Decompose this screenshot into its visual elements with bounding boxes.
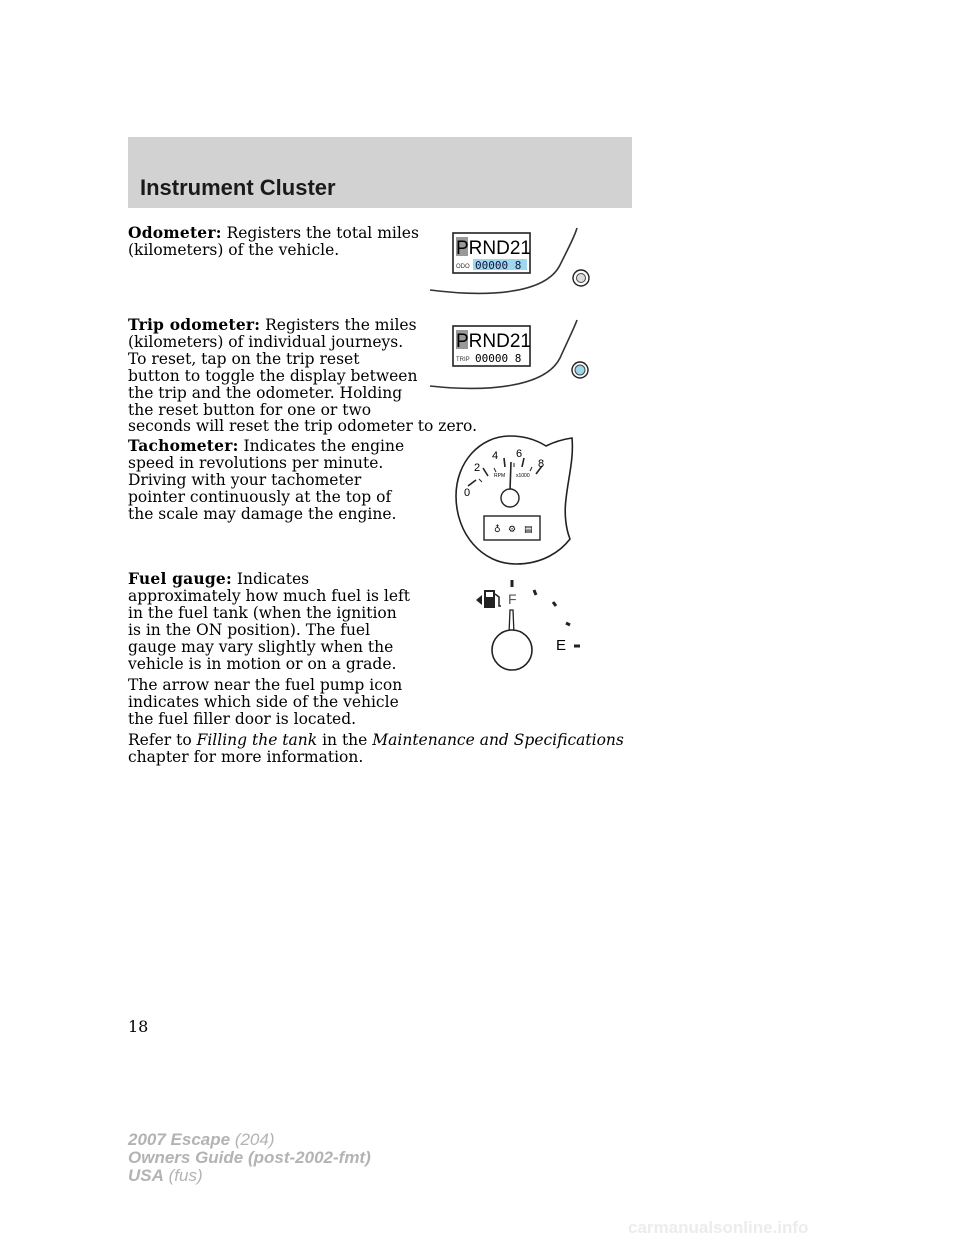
tach-text-line: pointer continuously at the top of bbox=[128, 487, 392, 506]
fuel-filler-side-arrow-icon bbox=[476, 595, 482, 605]
trip-odometer-display-illustration bbox=[425, 318, 595, 393]
odometer-text-line: (kilometers) of the vehicle. bbox=[128, 240, 340, 259]
arrow-note-line: The arrow near the fuel pump icon bbox=[128, 676, 403, 694]
footer-market-code: (fus) bbox=[163, 1166, 203, 1185]
fuel-warning-icon: ▤ bbox=[524, 525, 533, 535]
tach-scale-2: 2 bbox=[474, 462, 481, 474]
trip-odometer-term: Trip odometer: bbox=[128, 315, 261, 334]
tach-x1000-label: x1000 bbox=[516, 473, 530, 479]
arrow-note-line: the fuel filler door is located. bbox=[128, 709, 357, 728]
document-footer bbox=[128, 1131, 371, 1185]
tachometer-term: Tachometer: bbox=[128, 436, 239, 455]
trip-label: TRIP bbox=[456, 357, 470, 363]
fuel-gauge-illustration bbox=[470, 576, 590, 676]
trip-text-line: the reset button for one or two bbox=[128, 400, 372, 419]
odometer-paragraph bbox=[128, 225, 419, 259]
tach-scale-0: 0 bbox=[464, 487, 471, 499]
oil-warning-icon: ♁ bbox=[494, 525, 501, 535]
section-title: Instrument Cluster bbox=[140, 175, 336, 200]
refer-prefix: Refer to bbox=[128, 731, 197, 749]
tach-text-line: Driving with your tachometer bbox=[128, 470, 362, 489]
fuel-full-label: F bbox=[508, 591, 517, 607]
footer-model-code: (204) bbox=[230, 1130, 275, 1149]
page-number: 18 bbox=[128, 1017, 149, 1036]
trip-prnd-text: PRND21 bbox=[456, 331, 531, 352]
fuel-text-line: approximately how much fuel is left bbox=[128, 586, 410, 605]
odometer-odo-label: ODO bbox=[456, 264, 470, 270]
tachometer-paragraph bbox=[128, 438, 404, 523]
fuel-gauge-hub bbox=[492, 630, 532, 670]
refer-maintenance-chapter: Maintenance and Specifications bbox=[372, 731, 624, 749]
fuel-empty-label: E bbox=[556, 637, 567, 654]
tach-text-line: Indicates the engine bbox=[243, 437, 405, 455]
fuel-text-line: Indicates bbox=[236, 570, 310, 588]
odometer-digits: 00000 8 bbox=[475, 259, 522, 272]
fuel-tick bbox=[553, 602, 556, 606]
fuel-arrow-note bbox=[128, 677, 402, 728]
footer-market: USA bbox=[128, 1166, 164, 1185]
trip-digits: 00000 8 bbox=[475, 352, 522, 365]
odometer-display-illustration bbox=[425, 225, 595, 300]
fuel-gauge-term: Fuel gauge: bbox=[128, 569, 232, 588]
footer-guide: Owners Guide (post-2002-fmt) bbox=[128, 1148, 371, 1167]
fuel-tick bbox=[566, 623, 570, 625]
fuel-text-line: gauge may vary slightly when the bbox=[128, 637, 394, 656]
refer-line2: chapter for more information. bbox=[128, 747, 364, 766]
footer-model: 2007 Escape bbox=[128, 1130, 231, 1149]
odometer-text-line: Registers the total miles bbox=[226, 224, 419, 242]
fuel-text-line: is in the ON position). The fuel bbox=[128, 620, 371, 639]
refer-filling-the-tank: Filling the tank bbox=[196, 731, 318, 749]
trip-text-line: Registers the miles bbox=[265, 316, 417, 334]
tachometer-illustration bbox=[450, 434, 582, 568]
odometer-term: Odometer: bbox=[128, 223, 222, 242]
section-header-band bbox=[128, 137, 632, 208]
trip-text-line: (kilometers) of individual journeys. bbox=[128, 332, 404, 351]
tach-hub bbox=[501, 489, 519, 507]
tach-text-line: speed in revolutions per minute. bbox=[128, 453, 384, 472]
refer-paragraph bbox=[128, 732, 624, 766]
trip-text-line: the trip and the odometer. Holding bbox=[128, 383, 403, 402]
fuel-pump-icon bbox=[484, 590, 501, 608]
fuel-tick bbox=[534, 590, 536, 595]
refer-middle: in the bbox=[317, 731, 373, 749]
tach-scale-6: 6 bbox=[516, 448, 523, 460]
engine-warning-icon: ⚙ bbox=[508, 525, 517, 535]
arrow-note-line: indicates which side of the vehicle bbox=[128, 692, 399, 711]
watermark: carmanualsonline.info bbox=[628, 1218, 809, 1237]
tach-scale-4: 4 bbox=[492, 450, 499, 462]
fuel-text-line: in the fuel tank (when the ignition bbox=[128, 603, 397, 622]
trip-text-line: seconds will reset the trip odometer to zero. bbox=[128, 417, 478, 436]
trip-text-line: To reset, tap on the trip reset bbox=[128, 349, 360, 368]
odometer-prnd-text: PRND21 bbox=[456, 238, 531, 259]
fuel-gauge-paragraph bbox=[128, 571, 410, 672]
tach-scale-8: 8 bbox=[538, 458, 545, 470]
tach-rpm-label: RPM bbox=[494, 473, 506, 479]
trip-text-line: button to toggle the display between bbox=[128, 366, 418, 385]
tach-text-line: the scale may damage the engine. bbox=[128, 504, 397, 523]
tach-needle bbox=[510, 462, 511, 490]
fuel-text-line: vehicle is in motion or on a grade. bbox=[128, 654, 397, 673]
